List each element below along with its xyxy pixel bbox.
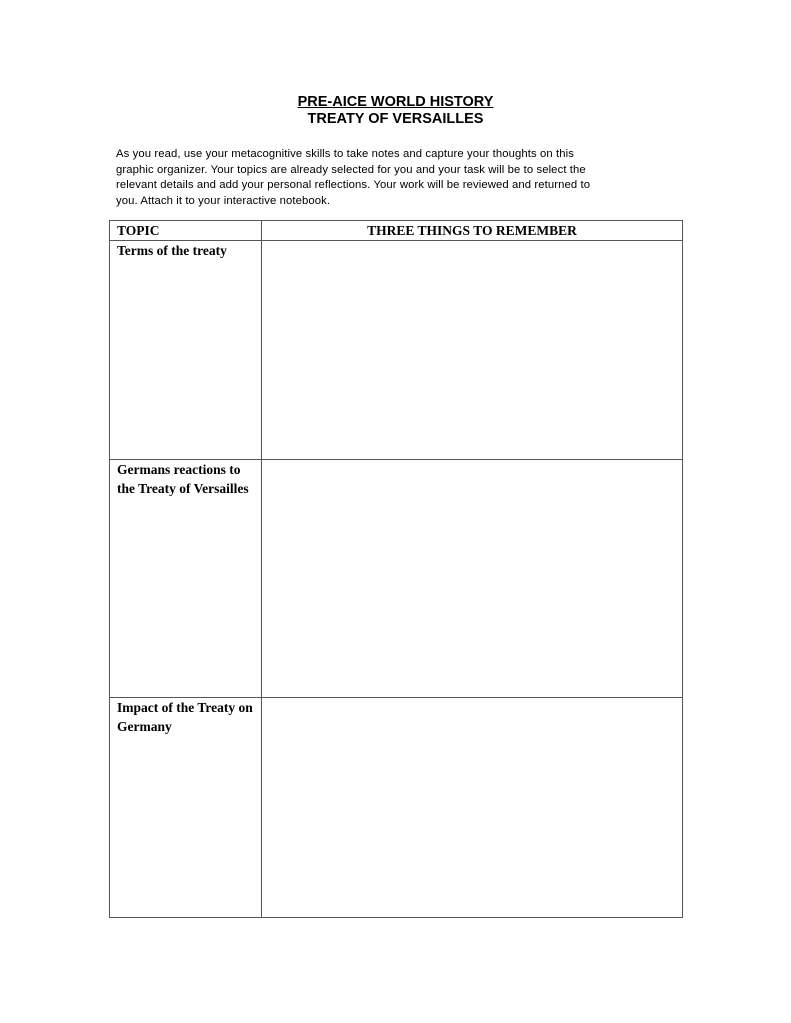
table-header-row <box>110 221 683 241</box>
topic-cell: Germans reactions to the Treaty of Versailles <box>110 460 262 698</box>
title-line-1 <box>0 94 791 111</box>
table-row <box>110 241 683 460</box>
topic-column-header: TOPIC <box>110 221 262 241</box>
notes-column-header: THREE THINGS TO REMEMBER <box>262 221 683 241</box>
document-title <box>0 94 791 128</box>
instructions-line: you. Attach it to your interactive notebook. <box>116 194 331 207</box>
notes-cell[interactable] <box>262 698 683 918</box>
course-title: PRE-AICE WORLD HISTORY <box>297 94 494 110</box>
instructions-line: relevant details and add your personal reflections. Your work will be reviewed and returned to <box>116 179 591 191</box>
instructions-line: As you read, use your metacognitive skills to take notes and capture your thoughts on this <box>116 148 574 160</box>
table-row <box>110 698 683 918</box>
graphic-organizer-table <box>109 220 683 918</box>
title-line-2: TREATY OF VERSAILLES <box>307 111 484 127</box>
instructions-line: graphic organizer. Your topics are already selected for you and your task will be to select the <box>116 163 586 176</box>
notes-cell[interactable] <box>262 460 683 698</box>
topic-cell: Terms of the treaty <box>110 241 262 460</box>
table-row <box>110 460 683 698</box>
topic-cell: Impact of the Treaty on Germany <box>110 698 262 918</box>
notes-cell[interactable] <box>262 241 683 460</box>
instructions-paragraph <box>116 147 676 209</box>
